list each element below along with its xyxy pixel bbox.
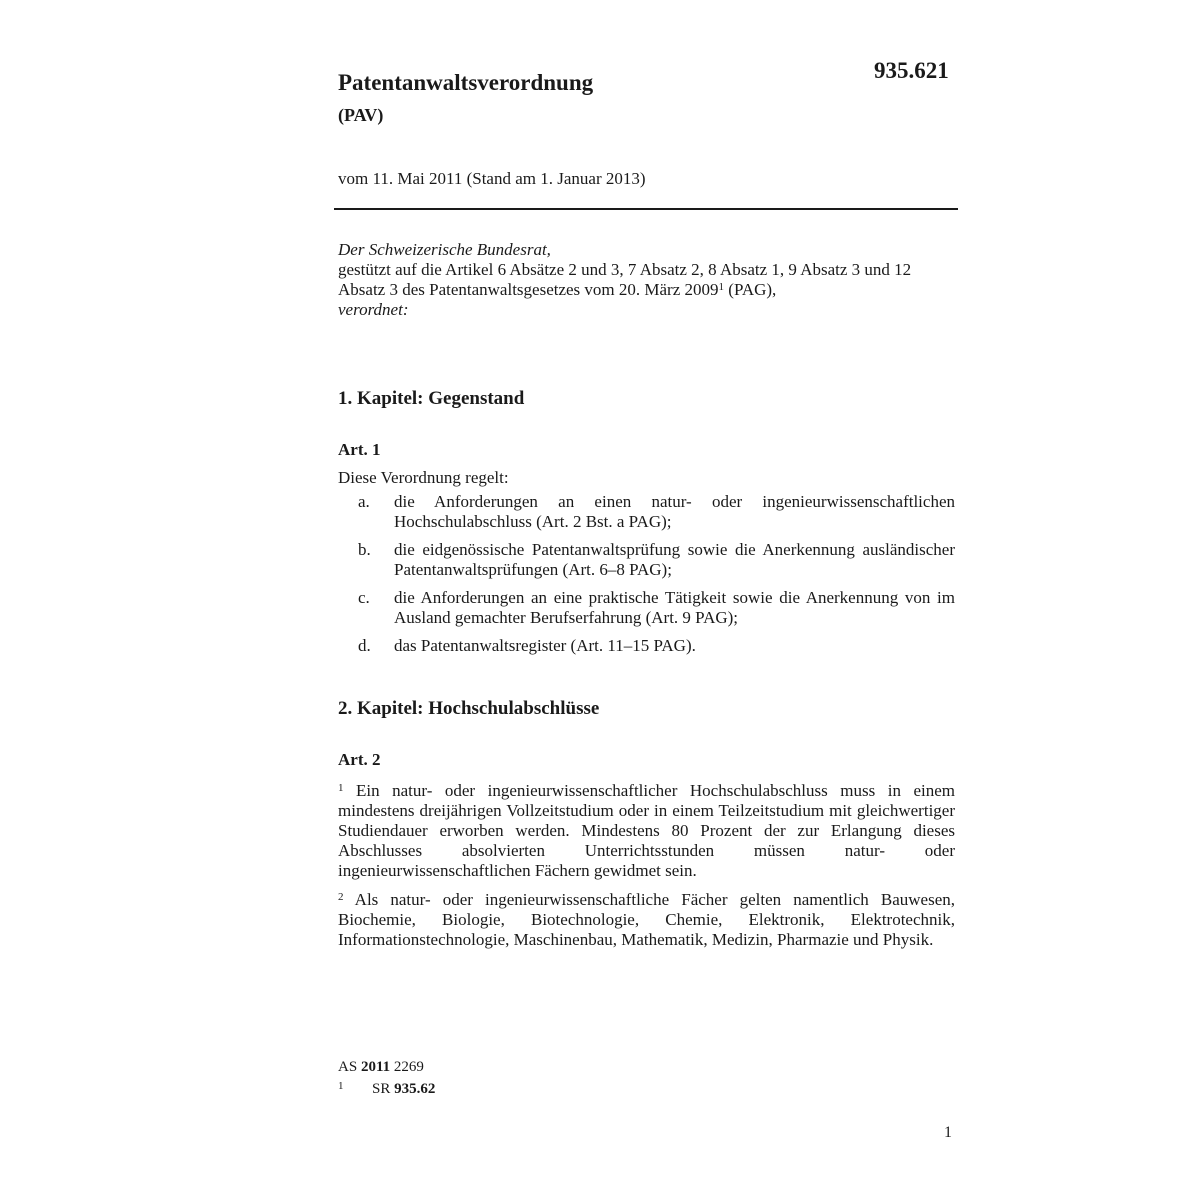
article-paragraph (338, 887, 955, 950)
sr-number: 935.621 (874, 58, 949, 83)
preamble (338, 240, 958, 320)
preamble-verb: verordnet: (338, 300, 409, 319)
list-item-label: b. (358, 540, 371, 559)
list-item-label: a. (358, 492, 370, 511)
article-title: Art. 2 (338, 750, 381, 769)
footnote (338, 1077, 435, 1099)
footnote-prefix: SR (372, 1081, 395, 1097)
document-abbreviation: (PAV) (338, 105, 384, 125)
list-item-text: die eidgenössische Patentanwaltsprüfung sowie die Anerkennung ausländischer Patentanwaltsprüfungen (Art. 6–8 PAG); (394, 540, 955, 579)
as-prefix: AS (338, 1059, 361, 1075)
paragraph-text: Als natur- oder ingenieurwissenschaftliche Fächer gelten namentlich Bauwesen, Biochemie, Biologie, Biotechnologie, Chemie, Elektronik, Elektrotechnik, Informationstechnologie, Maschinenbau, Mathematik, Medizin, Pharmazie und Physik. (338, 890, 955, 949)
preamble-basis-text: gestützt auf die Artikel 6 Absätze 2 und 3, 7 Absatz 2, 8 Absatz 1, 9 Absatz 3 und 12 Absatz 3 des Patentanwaltsgesetzes vom 20. März 2009 (338, 260, 912, 299)
article-title: Art. 1 (338, 440, 381, 459)
list-item (338, 492, 955, 532)
main-content (338, 386, 955, 950)
article-paragraph (338, 778, 955, 881)
as-year: 2011 (360, 1059, 391, 1075)
document-date: vom 11. Mai 2011 (Stand am 1. Januar 2013) (338, 169, 646, 188)
preamble-issuer: Der Schweizerische Bundesrat, (338, 240, 551, 259)
article-intro: Diese Verordnung regelt: (338, 468, 509, 487)
header-divider (334, 208, 958, 210)
preamble-basis (338, 260, 958, 300)
article-list (338, 492, 955, 656)
paragraph-number: 2 (338, 891, 344, 903)
list-item-text: die Anforderungen an eine praktische Tätigkeit sowie die Anerkennung von im Ausland gemachter Berufserfahrung (Art. 9 PAG); (394, 588, 955, 627)
paragraph-text: Ein natur- oder ingenieurwissenschaftlicher Hochschulabschluss muss in einem mindestens dreijährigen Vollzeitstudium oder in einem Teilzeitstudium mit gleichwertiger Studiendauer erworben werden. Mindestens 80 Prozent der zur Erlangung dieses Abschlusses absolvierten Unterrichtsstunden müssen natur- oder ingenieurwissenschaftlichen Fächern gewidmet sein. (338, 781, 955, 880)
footnote-number: 1 (338, 1080, 344, 1092)
list-item-label: c. (358, 588, 370, 607)
list-item (338, 636, 955, 656)
paragraph-number: 1 (338, 782, 344, 794)
footnote-ref-number: 935.62 (394, 1081, 436, 1097)
list-item (338, 588, 955, 628)
list-item-label: d. (358, 636, 371, 655)
list-item (338, 540, 955, 580)
as-page: 2269 (390, 1059, 424, 1075)
as-reference (338, 1058, 435, 1077)
chapter-title: 2. Kapitel: Hochschulabschlüsse (338, 698, 600, 719)
list-item-text: die Anforderungen an einen natur- oder ingenieurwissenschaftlichen Hochschulabschluss (Art. 2 Bst. a PAG); (394, 492, 955, 531)
page-number: 1 (944, 1124, 952, 1141)
chapter-title: 1. Kapitel: Gegenstand (338, 388, 525, 409)
preamble-basis-suffix: (PAG), (724, 280, 777, 299)
document-title: Patentanwaltsverordnung (338, 70, 594, 95)
list-item-text: das Patentanwaltsregister (Art. 11–15 PAG). (394, 636, 696, 655)
footnote-ref: 1 (718, 281, 725, 293)
footnotes (338, 1058, 435, 1099)
